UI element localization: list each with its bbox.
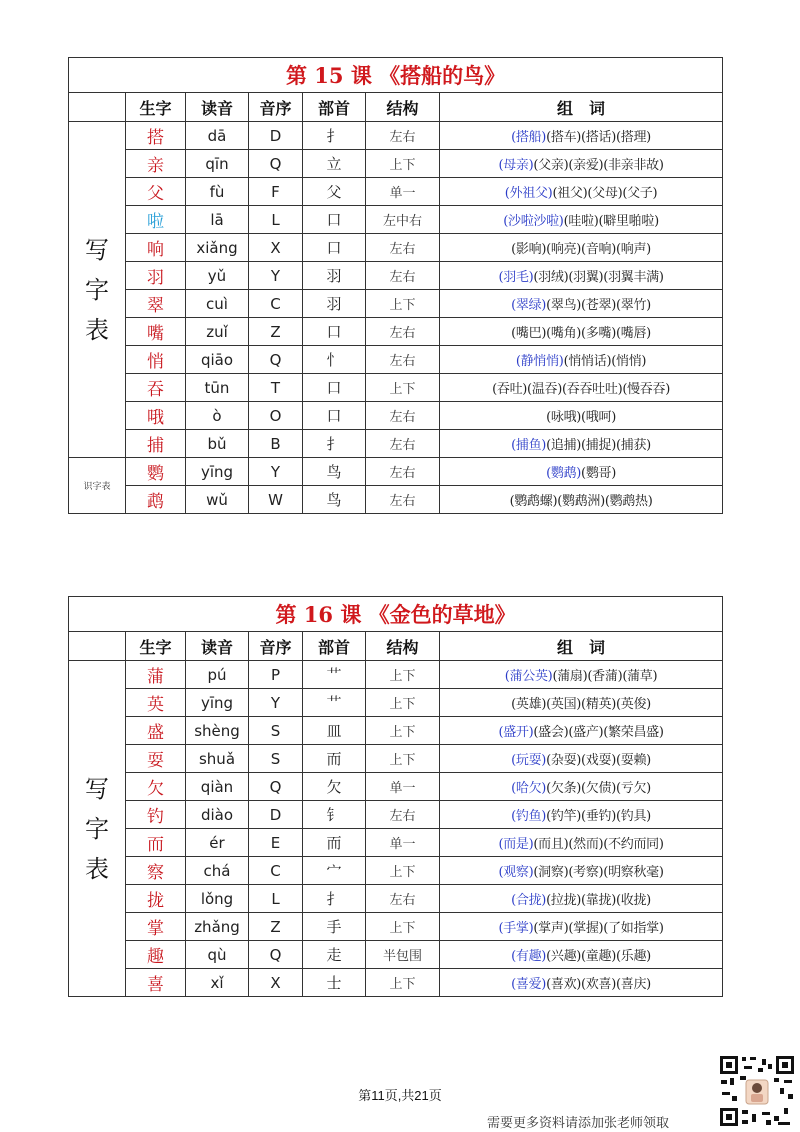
structure-cell: 上下 [366, 969, 440, 997]
table-row [69, 374, 723, 402]
words-cell [440, 430, 723, 458]
pinyin-cell: bǔ [186, 430, 249, 458]
radical-cell: 扌 [303, 885, 366, 913]
index-cell: Q [249, 941, 303, 969]
page-number: 第11页,共21页 [358, 1088, 442, 1103]
pinyin-cell: qù [186, 941, 249, 969]
index-cell: D [249, 801, 303, 829]
table-row [69, 206, 723, 234]
section-label: 写 字 表 [69, 122, 126, 458]
radical-cell: 羽 [303, 262, 366, 290]
char-cell: 嘴 [126, 318, 186, 346]
words-cell [440, 178, 723, 206]
structure-cell: 左右 [366, 885, 440, 913]
char-cell: 英 [126, 689, 186, 717]
structure-cell: 左右 [366, 318, 440, 346]
words-cell [440, 913, 723, 941]
radical-cell: 宀 [303, 857, 366, 885]
words-cell [440, 234, 723, 262]
footer-note: 需要更多资料请添加张老师领取 [487, 1116, 670, 1131]
pinyin-cell: xiǎng [186, 234, 249, 262]
table-row [69, 801, 723, 829]
index-cell: X [249, 234, 303, 262]
words-cell [440, 458, 723, 486]
radical-cell: 钅 [303, 801, 366, 829]
lesson-title: 第 16 课 《金色的草地》 [69, 597, 723, 632]
pinyin-cell: chá [186, 857, 249, 885]
structure-cell: 上下 [366, 689, 440, 717]
char-cell: 喜 [126, 969, 186, 997]
highlight-word: (沙啦沙啦) [503, 214, 564, 229]
words-cell [440, 262, 723, 290]
highlight-word: (蒲公英) [504, 669, 553, 684]
index-cell: Y [249, 689, 303, 717]
highlight-word: (有趣) [511, 949, 547, 964]
char-cell: 趣 [126, 941, 186, 969]
table-row [69, 430, 723, 458]
structure-cell: 上下 [366, 857, 440, 885]
index-cell: Z [249, 913, 303, 941]
pinyin-cell: wǔ [186, 486, 249, 514]
other-words: (鹦鹉螺)(鹦鹉洲)(鹦鹉热) [509, 494, 653, 509]
radical-cell: 口 [303, 402, 366, 430]
header-structure: 结构 [366, 93, 440, 122]
table-row [69, 857, 723, 885]
highlight-word: (而是) [498, 837, 534, 852]
radical-cell: 艹 [303, 689, 366, 717]
other-words: (咏哦)(哦呵) [546, 410, 616, 425]
structure-cell: 左右 [366, 346, 440, 374]
words-cell [440, 689, 723, 717]
structure-cell: 单一 [366, 178, 440, 206]
char-cell: 察 [126, 857, 186, 885]
words-cell [440, 885, 723, 913]
highlight-word: (羽毛) [498, 270, 534, 285]
table-row [69, 717, 723, 745]
structure-cell: 左中右 [366, 206, 440, 234]
highlight-word: (外祖父) [504, 186, 553, 201]
table-row [69, 486, 723, 514]
words-cell [440, 857, 723, 885]
header-char: 生字 [126, 632, 186, 661]
other-words: (悄悄话)(悄悄) [563, 354, 647, 369]
words-cell [440, 290, 723, 318]
words-cell [440, 717, 723, 745]
structure-cell: 半包围 [366, 941, 440, 969]
radical-cell: 立 [303, 150, 366, 178]
header-index: 音序 [249, 632, 303, 661]
char-cell: 鹦 [126, 458, 186, 486]
pinyin-cell: xǐ [186, 969, 249, 997]
pinyin-cell: ér [186, 829, 249, 857]
other-words: (影响)(响亮)(音响)(响声) [511, 242, 651, 257]
index-cell: C [249, 290, 303, 318]
structure-cell: 上下 [366, 913, 440, 941]
qr-code-icon [718, 1054, 796, 1128]
section-label: 写 字 表 [69, 661, 126, 997]
char-cell: 耍 [126, 745, 186, 773]
table-row [69, 689, 723, 717]
radical-cell: 士 [303, 969, 366, 997]
pinyin-cell: shuǎ [186, 745, 249, 773]
structure-cell: 左右 [366, 122, 440, 150]
char-cell: 掌 [126, 913, 186, 941]
other-words: (洞察)(考察)(明察秋毫) [533, 865, 664, 880]
table-row [69, 150, 723, 178]
other-words: (拉拢)(靠拢)(收拢) [546, 893, 651, 908]
header-radical: 部首 [303, 632, 366, 661]
structure-cell: 单一 [366, 829, 440, 857]
table-row [69, 262, 723, 290]
radical-cell: 鸟 [303, 486, 366, 514]
other-words: (祖父)(父母)(父子) [552, 186, 658, 201]
char-cell: 吞 [126, 374, 186, 402]
pinyin-cell: ò [186, 402, 249, 430]
lesson-16-table [68, 596, 723, 997]
words-cell [440, 206, 723, 234]
header-words: 组 词 [440, 93, 723, 122]
pinyin-cell: qiàn [186, 773, 249, 801]
words-cell [440, 941, 723, 969]
char-cell: 哦 [126, 402, 186, 430]
highlight-word: (手掌) [498, 921, 534, 936]
structure-cell: 上下 [366, 374, 440, 402]
pinyin-cell: zhǎng [186, 913, 249, 941]
header-char: 生字 [126, 93, 186, 122]
radical-cell: 羽 [303, 290, 366, 318]
table-row [69, 122, 723, 150]
structure-cell: 上下 [366, 290, 440, 318]
radical-cell: 忄 [303, 346, 366, 374]
radical-cell: 鸟 [303, 458, 366, 486]
pinyin-cell: qiāo [186, 346, 249, 374]
radical-cell: 口 [303, 234, 366, 262]
words-cell [440, 969, 723, 997]
pinyin-cell: yīng [186, 689, 249, 717]
highlight-word: (翠绿) [511, 298, 547, 313]
header-radical: 部首 [303, 93, 366, 122]
highlight-word: (母亲) [498, 158, 534, 173]
words-cell [440, 402, 723, 430]
other-words: (掌声)(掌握)(了如指掌) [533, 921, 664, 936]
highlight-word: (静悄悄) [515, 354, 564, 369]
pinyin-cell: yīng [186, 458, 249, 486]
index-cell: Q [249, 346, 303, 374]
pinyin-cell: lā [186, 206, 249, 234]
structure-cell: 上下 [366, 745, 440, 773]
index-cell: S [249, 717, 303, 745]
char-cell: 鹉 [126, 486, 186, 514]
other-words: (吞吐)(温吞)(吞吞吐吐)(慢吞吞) [492, 382, 670, 397]
other-words: (而且)(然而)(不约而同) [533, 837, 664, 852]
structure-cell: 左右 [366, 430, 440, 458]
structure-cell: 上下 [366, 150, 440, 178]
other-words: (盛会)(盛产)(繁荣昌盛) [533, 725, 664, 740]
highlight-word: (玩耍) [511, 753, 547, 768]
index-cell: Z [249, 318, 303, 346]
index-cell: Y [249, 458, 303, 486]
structure-cell: 左右 [366, 402, 440, 430]
index-cell: L [249, 885, 303, 913]
highlight-word: (鹦鹉) [546, 466, 582, 481]
char-cell: 蒲 [126, 661, 186, 689]
structure-cell: 单一 [366, 773, 440, 801]
index-cell: Y [249, 262, 303, 290]
radical-cell: 口 [303, 374, 366, 402]
char-cell: 钓 [126, 801, 186, 829]
radical-cell: 而 [303, 829, 366, 857]
other-words: (翠鸟)(苍翠)(翠竹) [546, 298, 651, 313]
other-words: (兴趣)(童趣)(乐趣) [546, 949, 651, 964]
index-cell: S [249, 745, 303, 773]
index-cell: X [249, 969, 303, 997]
pinyin-cell: fù [186, 178, 249, 206]
char-cell: 响 [126, 234, 186, 262]
words-cell [440, 829, 723, 857]
char-cell: 羽 [126, 262, 186, 290]
words-cell [440, 150, 723, 178]
table-row [69, 913, 723, 941]
words-cell [440, 346, 723, 374]
radical-cell: 扌 [303, 430, 366, 458]
lesson-15-table [68, 57, 723, 514]
structure-cell: 左右 [366, 458, 440, 486]
char-cell: 捕 [126, 430, 186, 458]
highlight-word: (捕鱼) [511, 438, 547, 453]
pinyin-cell: qīn [186, 150, 249, 178]
index-cell: P [249, 661, 303, 689]
structure-cell: 左右 [366, 234, 440, 262]
highlight-word: (钓鱼) [511, 809, 547, 824]
header-blank [69, 632, 126, 661]
table-row [69, 178, 723, 206]
radical-cell: 走 [303, 941, 366, 969]
index-cell: D [249, 122, 303, 150]
highlight-word: (盛开) [498, 725, 534, 740]
pinyin-cell: diào [186, 801, 249, 829]
index-cell: L [249, 206, 303, 234]
char-cell: 啦 [126, 206, 186, 234]
char-cell: 搭 [126, 122, 186, 150]
pinyin-cell: cuì [186, 290, 249, 318]
index-cell: F [249, 178, 303, 206]
index-cell: Q [249, 150, 303, 178]
table-row [69, 829, 723, 857]
other-words: (钓竿)(垂钓)(钓具) [546, 809, 651, 824]
other-words: (父亲)(亲爱)(非亲非故) [533, 158, 664, 173]
words-cell [440, 745, 723, 773]
radical-cell: 口 [303, 206, 366, 234]
index-cell: E [249, 829, 303, 857]
table-row [69, 661, 723, 689]
other-words: (哇啦)(噼里啪啦) [563, 214, 659, 229]
radical-cell: 欠 [303, 773, 366, 801]
other-words: (搭车)(搭话)(搭理) [546, 130, 651, 145]
pinyin-cell: zuǐ [186, 318, 249, 346]
highlight-word: (喜爱) [511, 977, 547, 992]
char-cell: 悄 [126, 346, 186, 374]
structure-cell: 上下 [366, 661, 440, 689]
index-cell: Q [249, 773, 303, 801]
pinyin-cell: yǔ [186, 262, 249, 290]
char-cell: 而 [126, 829, 186, 857]
header-pinyin: 读音 [186, 93, 249, 122]
structure-cell: 左右 [366, 262, 440, 290]
table-row [69, 458, 723, 486]
words-cell [440, 122, 723, 150]
other-words: (杂耍)(戏耍)(耍赖) [546, 753, 651, 768]
highlight-word: (合拢) [511, 893, 547, 908]
index-cell: W [249, 486, 303, 514]
words-cell [440, 801, 723, 829]
other-words: (蒲扇)(香蒲)(蒲草) [552, 669, 658, 684]
other-words: (欠条)(欠债)(亏欠) [546, 781, 651, 796]
table-row [69, 346, 723, 374]
pinyin-cell: dā [186, 122, 249, 150]
highlight-word: (搭船) [511, 130, 547, 145]
radical-cell: 手 [303, 913, 366, 941]
radical-cell: 而 [303, 745, 366, 773]
structure-cell: 左右 [366, 801, 440, 829]
words-cell [440, 773, 723, 801]
radical-cell: 扌 [303, 122, 366, 150]
table-row [69, 745, 723, 773]
header-index: 音序 [249, 93, 303, 122]
header-pinyin: 读音 [186, 632, 249, 661]
index-cell: T [249, 374, 303, 402]
table-row [69, 969, 723, 997]
table-row [69, 318, 723, 346]
table-row [69, 290, 723, 318]
words-cell [440, 661, 723, 689]
pinyin-cell: pú [186, 661, 249, 689]
table-row [69, 941, 723, 969]
pinyin-cell: lǒng [186, 885, 249, 913]
words-cell [440, 486, 723, 514]
pinyin-cell: shèng [186, 717, 249, 745]
other-words: (追捕)(捕捉)(捕获) [546, 438, 651, 453]
words-cell [440, 318, 723, 346]
table-row [69, 234, 723, 262]
header-words: 组 词 [440, 632, 723, 661]
char-cell: 欠 [126, 773, 186, 801]
other-words: (羽绒)(羽翼)(羽翼丰满) [533, 270, 664, 285]
index-cell: B [249, 430, 303, 458]
radical-cell: 父 [303, 178, 366, 206]
radical-cell: 皿 [303, 717, 366, 745]
table-row [69, 402, 723, 430]
char-cell: 拢 [126, 885, 186, 913]
highlight-word: (哈欠) [511, 781, 547, 796]
structure-cell: 左右 [366, 486, 440, 514]
table-row [69, 885, 723, 913]
char-cell: 父 [126, 178, 186, 206]
char-cell: 亲 [126, 150, 186, 178]
highlight-word: (观察) [498, 865, 534, 880]
table-row [69, 773, 723, 801]
other-words: (英雄)(英国)(精英)(英俊) [511, 697, 651, 712]
radical-cell: 口 [303, 318, 366, 346]
header-blank [69, 93, 126, 122]
structure-cell: 上下 [366, 717, 440, 745]
words-cell [440, 374, 723, 402]
char-cell: 盛 [126, 717, 186, 745]
pinyin-cell: tūn [186, 374, 249, 402]
other-words: (鹦哥) [581, 466, 616, 481]
char-cell: 翠 [126, 290, 186, 318]
radical-cell: 艹 [303, 661, 366, 689]
lesson-title: 第 15 课 《搭船的鸟》 [69, 58, 723, 93]
other-words: (喜欢)(欢喜)(喜庆) [546, 977, 651, 992]
other-words: (嘴巴)(嘴角)(多嘴)(嘴唇) [511, 326, 651, 341]
index-cell: O [249, 402, 303, 430]
header-structure: 结构 [366, 632, 440, 661]
index-cell: C [249, 857, 303, 885]
section-label: 识字表 [69, 458, 126, 514]
